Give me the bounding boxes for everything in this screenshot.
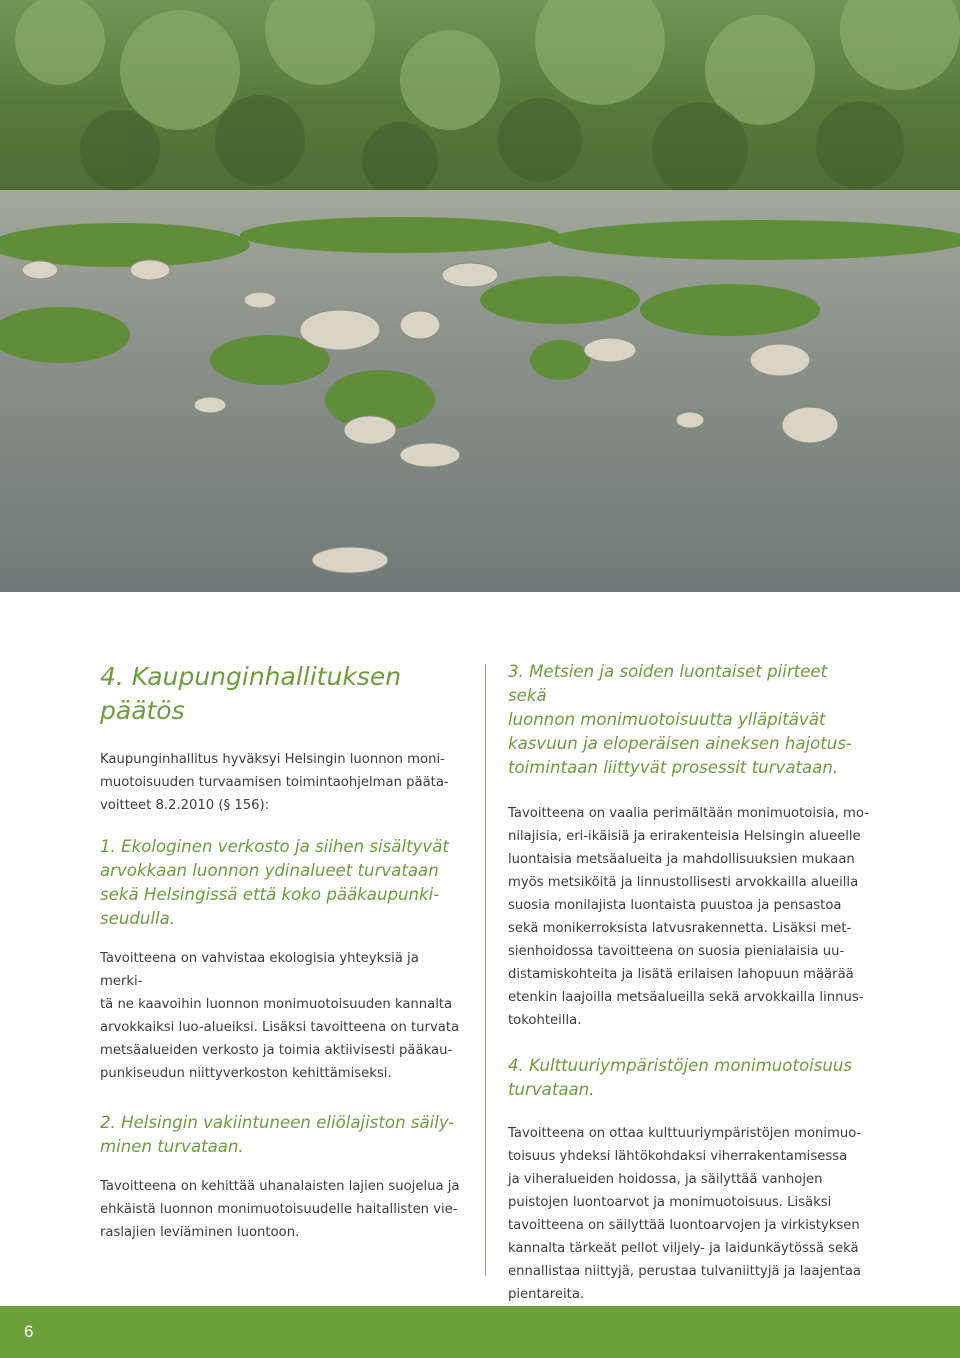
photo-illustration — [0, 0, 960, 592]
section-heading: 4. Kaupunginhallituksen päätös — [100, 662, 402, 725]
goal-1-text: Tavoitteena on vahvistaa ekologisia yhteyksiä ja merki- tä ne kaavoihin luonnon monimuotoisuuden kannalta arvokkaiksi luo-alueiksi. Lisäksi tavoitteena on turvata metsäalueiden verkosto ja toimia aktiivisesti pääkau- punkiseudun niittyverkoston kehittämiseksi. — [100, 951, 460, 1081]
footer-bar — [0, 1306, 960, 1358]
goal-3-heading: 3. Metsien ja soiden luontaiset piirteet sekä luonnon monimuotoisuutta ylläpitävät kasvuun ja eloperäisen aineksen hajotus- toimintaan liittyvät prosessit turvataan. — [508, 662, 852, 777]
right-column — [508, 660, 870, 1324]
goal-1-heading: 1. Ekologinen verkosto ja siihen sisältyvät arvokkaan luonnon ydinalueet turvataan sekä Helsingissä että koko pääkaupunki- seudulla. — [100, 837, 449, 928]
goal-2-text: Tavoitteena on kehittää uhanalaisten lajien suojelua ja ehkäistä luonnon monimuotoisuudelle haitallisten vie- raslajien leviäminen luontoon. — [100, 1179, 460, 1240]
goal-4-heading: 4. Kulttuuriympäristöjen monimuotoisuus turvataan. — [508, 1056, 853, 1099]
column-divider — [485, 664, 486, 1276]
goal-4-text: Tavoitteena on ottaa kulttuuriympäristöjen monimuo- toisuus yhdeksi lähtökohdaksi viherrakentamisessa ja viheralueiden hoidossa, ja säilyttää vanhojen puistojen luontoarvot ja monimuotoisuus. Lisäksi tavoitteena on säilyttää luontoarvojen ja virkistyksen kannalta tärkeät pellot viljely- ja laidunkäytössä sekä ennallistaa niittyjä, perustaa tulvaniittyjä ja laajentaa pientareita. — [508, 1126, 862, 1302]
intro-paragraph: Kaupunginhallitus hyväksyi Helsingin luonnon moni- muotoisuuden turvaamisen toimintaohjelman päätа- voitteet 8.2.2010 (§ 156): — [100, 752, 449, 813]
page-number: 6 — [24, 1322, 34, 1341]
left-column — [100, 660, 462, 1262]
goal-3-text: Tavoitteena on vaalia perimältään monimuotoisia, mo- nilajisia, eri-ikäisiä ja erirakenteisia Helsingin alueelle luontaisia metsäalueita ja mahdollisuuksien mukaan myös metsiköitä ja linnustollisesti arvokkailla alueilla suosia monilajista luontaista puustoa ja pensastoa sekä monikerroksista latvusrakennetta. Lisäksi met- sienhoidossa tavoitteena on suosia pienialaisia uu- distamiskohteita ja lisätä erilaisen lahopuun määrää etenkin laajoilla metsäalueilla sekä arvokkailla linnus- tokohteilla. — [508, 806, 869, 1028]
goal-2-heading: 2. Helsingin vakiintuneen eliölajiston säily- minen turvataan. — [100, 1113, 455, 1156]
river-landscape-photo — [0, 0, 960, 592]
